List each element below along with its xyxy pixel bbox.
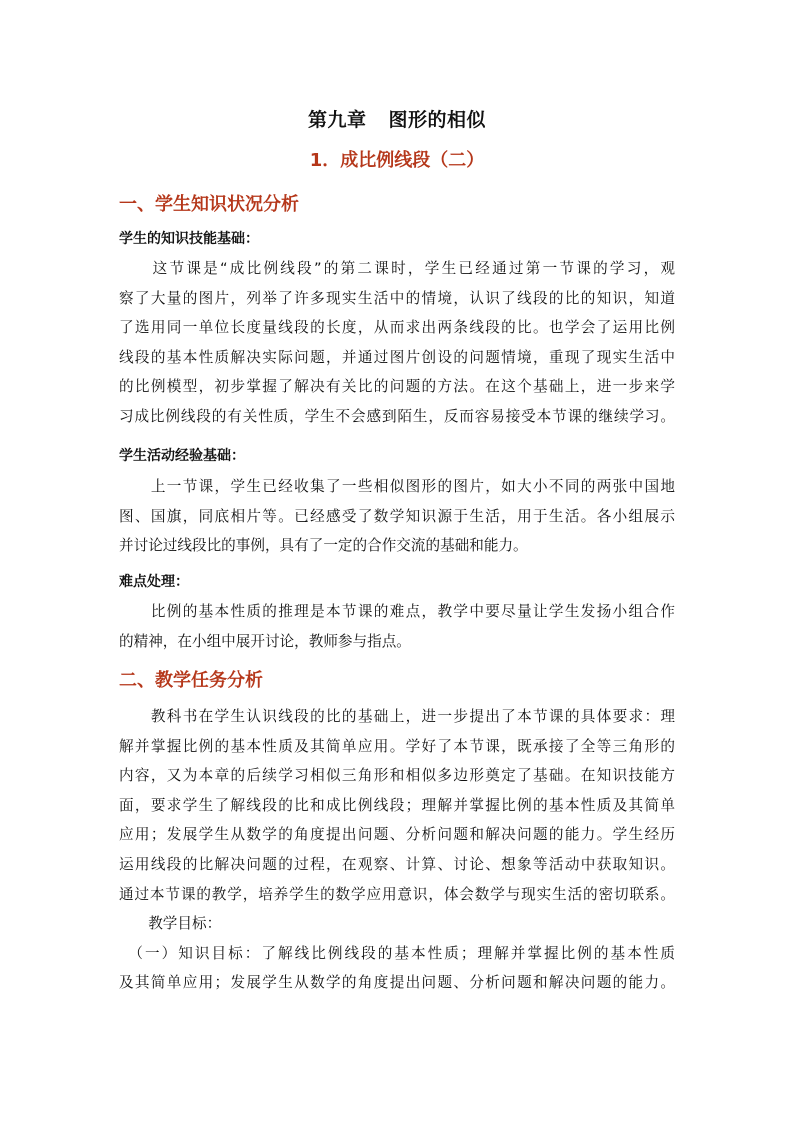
chapter-name: 图形的相似 bbox=[388, 109, 487, 131]
chapter-title bbox=[0, 105, 794, 132]
paragraph-line: 解并掌握比例的基本性质及其简单应用。学好了本节课，既承接了全等三角形的 bbox=[119, 737, 675, 755]
paragraph-line: 运用线段的比解决问题的过程，在观察、计算、讨论、想象等活动中获取知识。 bbox=[119, 855, 675, 873]
paragraph-line: 内容，又为本章的后续学习相似三角形和相似多边形奠定了基础。在知识技能方 bbox=[119, 767, 675, 785]
activity-paragraph bbox=[119, 472, 675, 561]
paragraph-line: 的精神，在小组中展开讨论，教师参与指点。 bbox=[119, 632, 411, 650]
difficulty-label: 难点处理： bbox=[119, 574, 189, 590]
teaching-goals-label: 教学目标： bbox=[119, 915, 222, 933]
paragraph-line: 教科书在学生认识线段的比的基础上，进一步提出了本节课的具体要求：理 bbox=[119, 708, 675, 725]
paragraph-line: 面，要求学生了解线段的比和成比例线段；理解并掌握比例的基本性质及其简单 bbox=[119, 796, 675, 814]
paragraph-line: 习成比例线段的有关性质，学生不会感到陌生，反而容易接受本节课的继续学习。 bbox=[119, 407, 675, 425]
paragraph-line: 应用；发展学生从数学的角度提出问题、分析问题和解决问题的能力。学生经历 bbox=[119, 826, 675, 844]
activity-label: 学生活动经验基础： bbox=[119, 448, 245, 464]
paragraph-line: 这节课是“成比例线段”的第二课时，学生已经通过第一节课的学习，观 bbox=[119, 260, 675, 277]
knowledge-label: 学生的知识技能基础： bbox=[119, 231, 259, 247]
paragraph-line: 线段的基本性质解决实际问题，并通过图片创设的问题情境，重现了现实生活中 bbox=[119, 348, 675, 366]
paragraph-line: 及其简单应用；发展学生从数学的角度提出问题、分析问题和解决问题的能力。 bbox=[119, 974, 675, 992]
task-analysis-paragraph bbox=[119, 702, 675, 998]
paragraph-line: 比例的基本性质的推理是本节课的难点，教学中要尽量让学生发扬小组合作 bbox=[119, 603, 675, 620]
section1-heading: 一、学生知识状况分析 bbox=[119, 194, 299, 215]
paragraph-line: 图、国旗，同底相片等。已经感受了数学知识源于生活，用于生活。各小组展示 bbox=[119, 507, 675, 525]
paragraph-line: （一）知识目标：了解线比例线段的基本性质；理解并掌握比例的基本性质 bbox=[119, 944, 675, 962]
paragraph-line: 了选用同一单位长度量线段的长度，从而求出两条线段的比。也学会了运用比例 bbox=[119, 319, 675, 337]
paragraph-line: 并讨论过线段比的事例，具有了一定的合作交流的基础和能力。 bbox=[119, 537, 528, 555]
knowledge-paragraph bbox=[119, 254, 675, 432]
difficulty-paragraph bbox=[119, 597, 675, 656]
chapter-number: 第九章 bbox=[307, 109, 367, 131]
paragraph-line: 的比例模型，初步掌握了解决有关比的问题的方法。在这个基础上，进一步来学 bbox=[119, 378, 675, 396]
paragraph-line: 察了大量的图片，列举了许多现实生活中的情境，认识了线段的比的知识，知道 bbox=[119, 289, 675, 307]
paragraph-line: 上一节课，学生已经收集了一些相似图形的图片，如大小不同的两张中国地 bbox=[119, 478, 675, 495]
lesson-title: 1．成比例线段（二） bbox=[309, 150, 485, 171]
paragraph-line: 通过本节课的教学，培养学生的数学应用意识，体会数学与现实生活的密切联系。 bbox=[119, 885, 675, 903]
section2-heading: 二、教学任务分析 bbox=[119, 670, 263, 691]
